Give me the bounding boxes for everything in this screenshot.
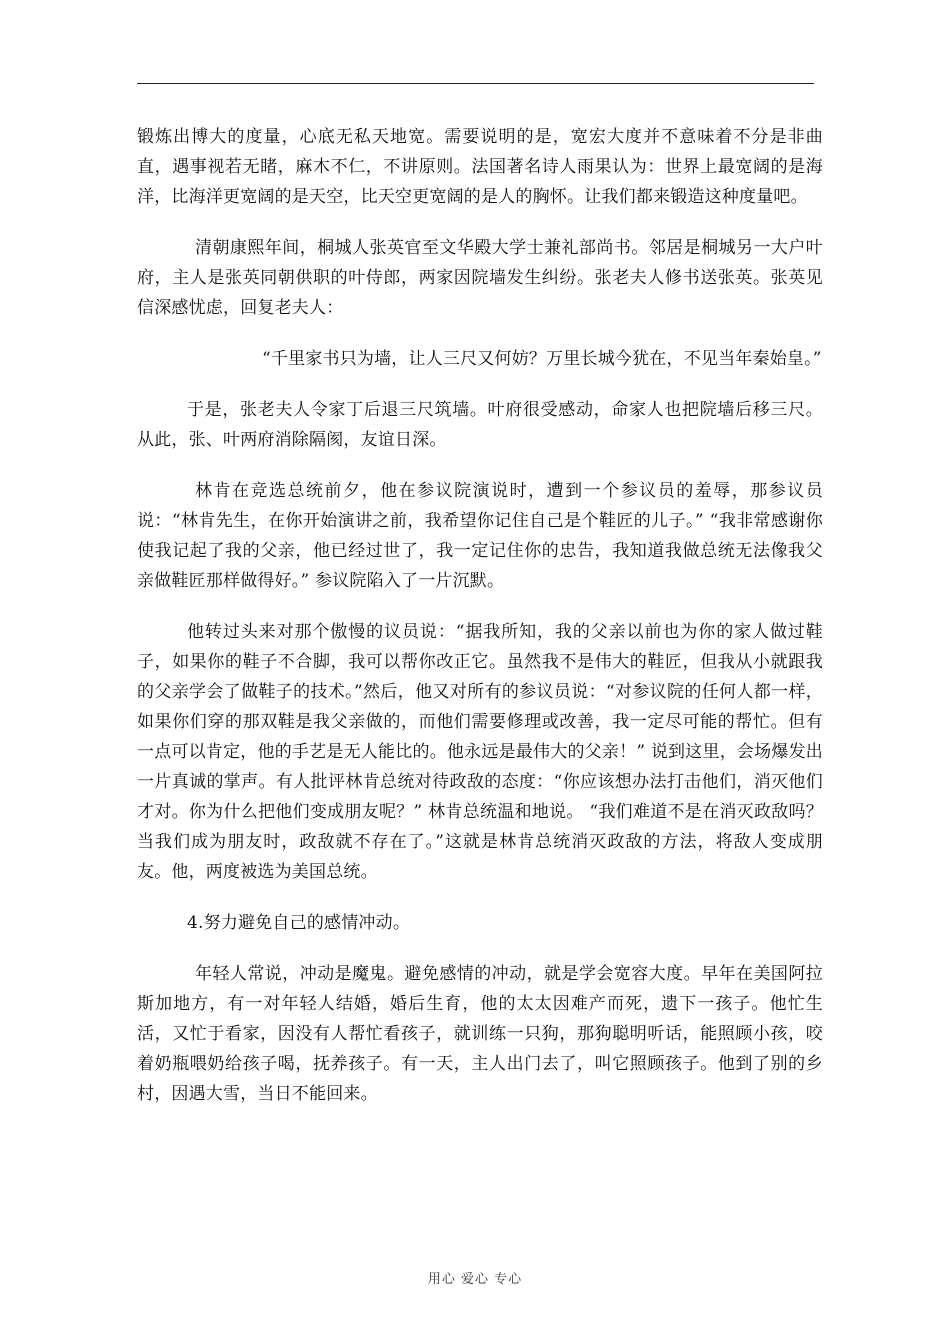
paragraph-wall-moved: 于是，张老夫人令家丁后退三尺筑墙。叶府很受感动，命家人也把院墙后移三尺。从此，张、叶两府消除隔阂，友谊日深。 xyxy=(137,400,823,450)
paragraph-alaska-story: 年轻人常说，冲动是魔鬼。避免感情的冲动，就是学会宽容大度。早年在美国阿拉斯加地方，有一对年轻人结婚，婚后生育，他的太太因难产而死，遗下一孩子。他忙生活，又忙于看家，因没有人帮忙看孩子，就训练一只狗，那狗聪明听话，能照顾小孩，咬着奶瓶喂奶给孩子喝，抚养孩子。有一天，主人出门去了，叫它照顾孩子。他到了别的乡村，因遇大雪，当日不能回来。 xyxy=(137,964,823,1104)
paragraph-lincoln-reply: 他转过头来对那个傲慢的议员说：“据我所知，我的父亲以前也为你的家人做过鞋子，如果你的鞋子不合脚，我可以帮你改正它。虽然我不是伟大的鞋匠，但我从小就跟我的父亲学会了做鞋子的技术。”然后，他又对所有的参议员说：“对参议院的任何人都一样，如果你们穿的那双鞋是我父亲做的，而他们需要修理或改善，我一定尽可能的帮忙。但有一点可以肯定，他的手艺是无人能比的。他永远是最伟大的父亲！” 说到这里，会场爆发出一片真诚的掌声。有人批评林肯总统对待政敌的态度：“你应该想办法打击他们，消灭他们才对。你为什么把他们变成朋友呢？” 林肯总统温和地说。 “我们难道不是在消灭政敌吗？当我们成为朋友时，政敌就不存在了。”这就是林肯总统消灭政敌的方法，将敌人变成朋友。他，两度被选为美国总统。 xyxy=(137,622,823,882)
header-rule xyxy=(137,83,814,84)
document-body xyxy=(137,122,823,1130)
page-footer: 用心 爱心 专心 xyxy=(427,1272,523,1287)
paragraph-lincoln-insult: 林肯在竞选总统前夕，他在参议院演说时，遭到一个参议员的羞辱，那参议员说：“林肯先生，在你开始演讲之前，我希望你记住自己是个鞋匠的儿子。” “我非常感谢你使我记起了我的父亲，他已经过世了，我一定记住你的忠告，我知道我做总统无法像我父亲做鞋匠那样做得好。” 参议院陷入了一片沉默。 xyxy=(137,481,823,591)
paragraph-zhang-ying: 清朝康熙年间，桐城人张英官至文华殿大学士兼礼部尚书。邻居是桐城另一大户叶府，主人是张英同朝供职的叶侍郎，两家因院墙发生纠纷。张老夫人修书送张英。张英见信深感忧虑，回复老夫人： xyxy=(137,238,823,318)
section-heading-avoid-impulse: 4.努力避免自己的感情冲动。 xyxy=(187,913,411,933)
poem-quote: “千里家书只为墙，让人三尺又何妨？万里长城今犹在，不见当年秦始皇。” xyxy=(262,349,822,369)
paragraph-magnanimity: 锻炼出博大的度量，心底无私天地宽。需要说明的是，宽宏大度并不意味着不分是非曲直，遇事视若无睹，麻木不仁，不讲原则。法国著名诗人雨果认为：世界上最宽阔的是海洋，比海洋更宽阔的是天空，比天空更宽阔的是人的胸怀。让我们都来锻造这种度量吧。 xyxy=(137,127,823,207)
